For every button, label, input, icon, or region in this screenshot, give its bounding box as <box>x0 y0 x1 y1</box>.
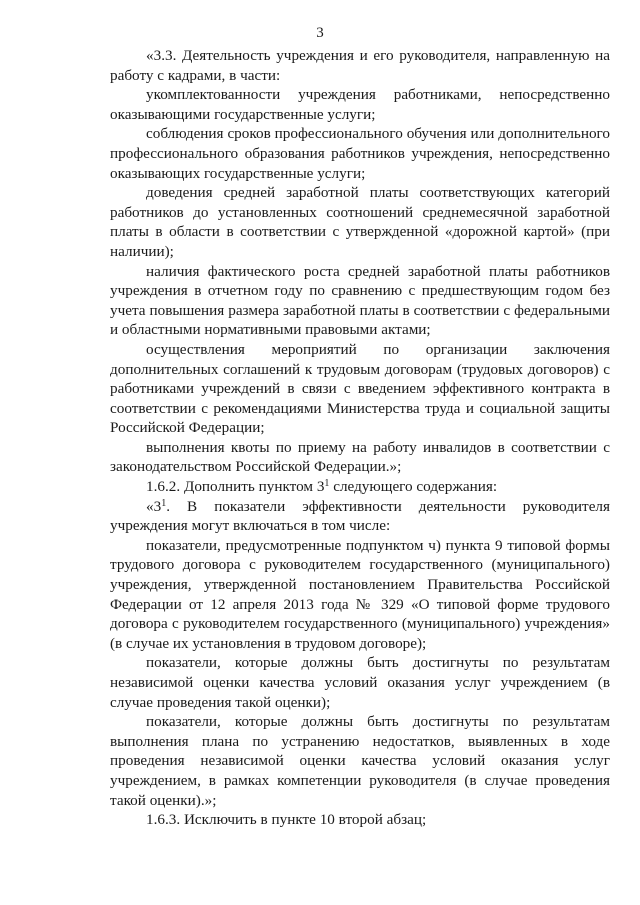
page-number: 3 <box>316 25 324 41</box>
paragraph-independent-assessment: показатели, которые должны быть достигнуты по результатам независимой оценки качества условий оказания услуг учреждением (в случае проведения такой оценки); <box>110 654 610 711</box>
paragraph-1-6-2 <box>110 477 610 497</box>
paragraph-salary-growth: наличия фактического роста средней заработной платы работников учреждения в отчетном году по сравнению с предшествующим годом без учета повышения размера заработной платы в соответствии с федеральными и областными нормативными правовыми актами; <box>110 262 610 339</box>
document-body <box>110 46 610 830</box>
paragraph-1-6-3: 1.6.3. Исключить в пункте 10 второй абзац; <box>146 811 427 829</box>
paragraph-training: соблюдения сроков профессионального обучения или дополнительного профессионального образования работников учреждения, непосредственно оказывающих государственные услуги; <box>110 125 610 182</box>
paragraph-contract-indicators: показатели, предусмотренные подпунктом ч) пункта 9 типовой формы трудового договора с руководителем государственного (муниципального) учреждения, утвержденной постановлением Правительства Российской Федерации от 12 апреля 2013 года № 329 «О типовой форме трудового договора с руководителем государственного (муниципального) учреждения» (в случае их установления в трудовом договоре); <box>110 536 610 652</box>
item-31-text-before: «3 <box>146 497 162 515</box>
paragraph-effective-contract: осуществления мероприятий по организации заключения дополнительных соглашений к трудовым договорам (трудовых договоров) с работниками учреждений в связи с введением эффективного контракта в соответствии с рекомендациями Министерства труда и социальной защиты Российской Федерации; <box>110 340 610 437</box>
paragraph-3-3-intro: «3.3. Деятельность учреждения и его руководителя, направленную на работу с кадрами, в части: <box>110 47 610 84</box>
paragraph-improvement-plan: показатели, которые должны быть достигнуты по результатам выполнения плана по устранению недостатков, выявленных в ходе проведения независимой оценки качества условий оказания услуг учреждением, в рамках компетенции руководителя (в случае проведения такой оценки).»; <box>110 713 610 809</box>
paragraph-salary-level: доведения средней заработной платы соответствующих категорий работников до установленных соотношений среднемесячной заработной платы в области в соответствии с утвержденной «дорожной картой» (при наличии); <box>110 184 610 260</box>
paragraph-3-1-intro <box>110 497 610 536</box>
paragraph-disability-quota: выполнения квоты по приему на работу инвалидов в соответствии с законодательством Российской Федерации.»; <box>110 438 610 476</box>
item-162-text-after: следующего содержания: <box>329 478 498 496</box>
item-31-text-after: . В показатели эффективности деятельности руководителя учреждения могут включаться в том числе: <box>110 497 610 535</box>
item-162-superscript: 1 <box>324 478 330 490</box>
paragraph-staffing: укомплектованности учреждения работниками, непосредственно оказывающими государственные услуги; <box>110 86 610 123</box>
item-162-text-before: 1.6.2. Дополнить пунктом 3 <box>146 478 325 496</box>
item-31-superscript: 1 <box>161 497 167 509</box>
